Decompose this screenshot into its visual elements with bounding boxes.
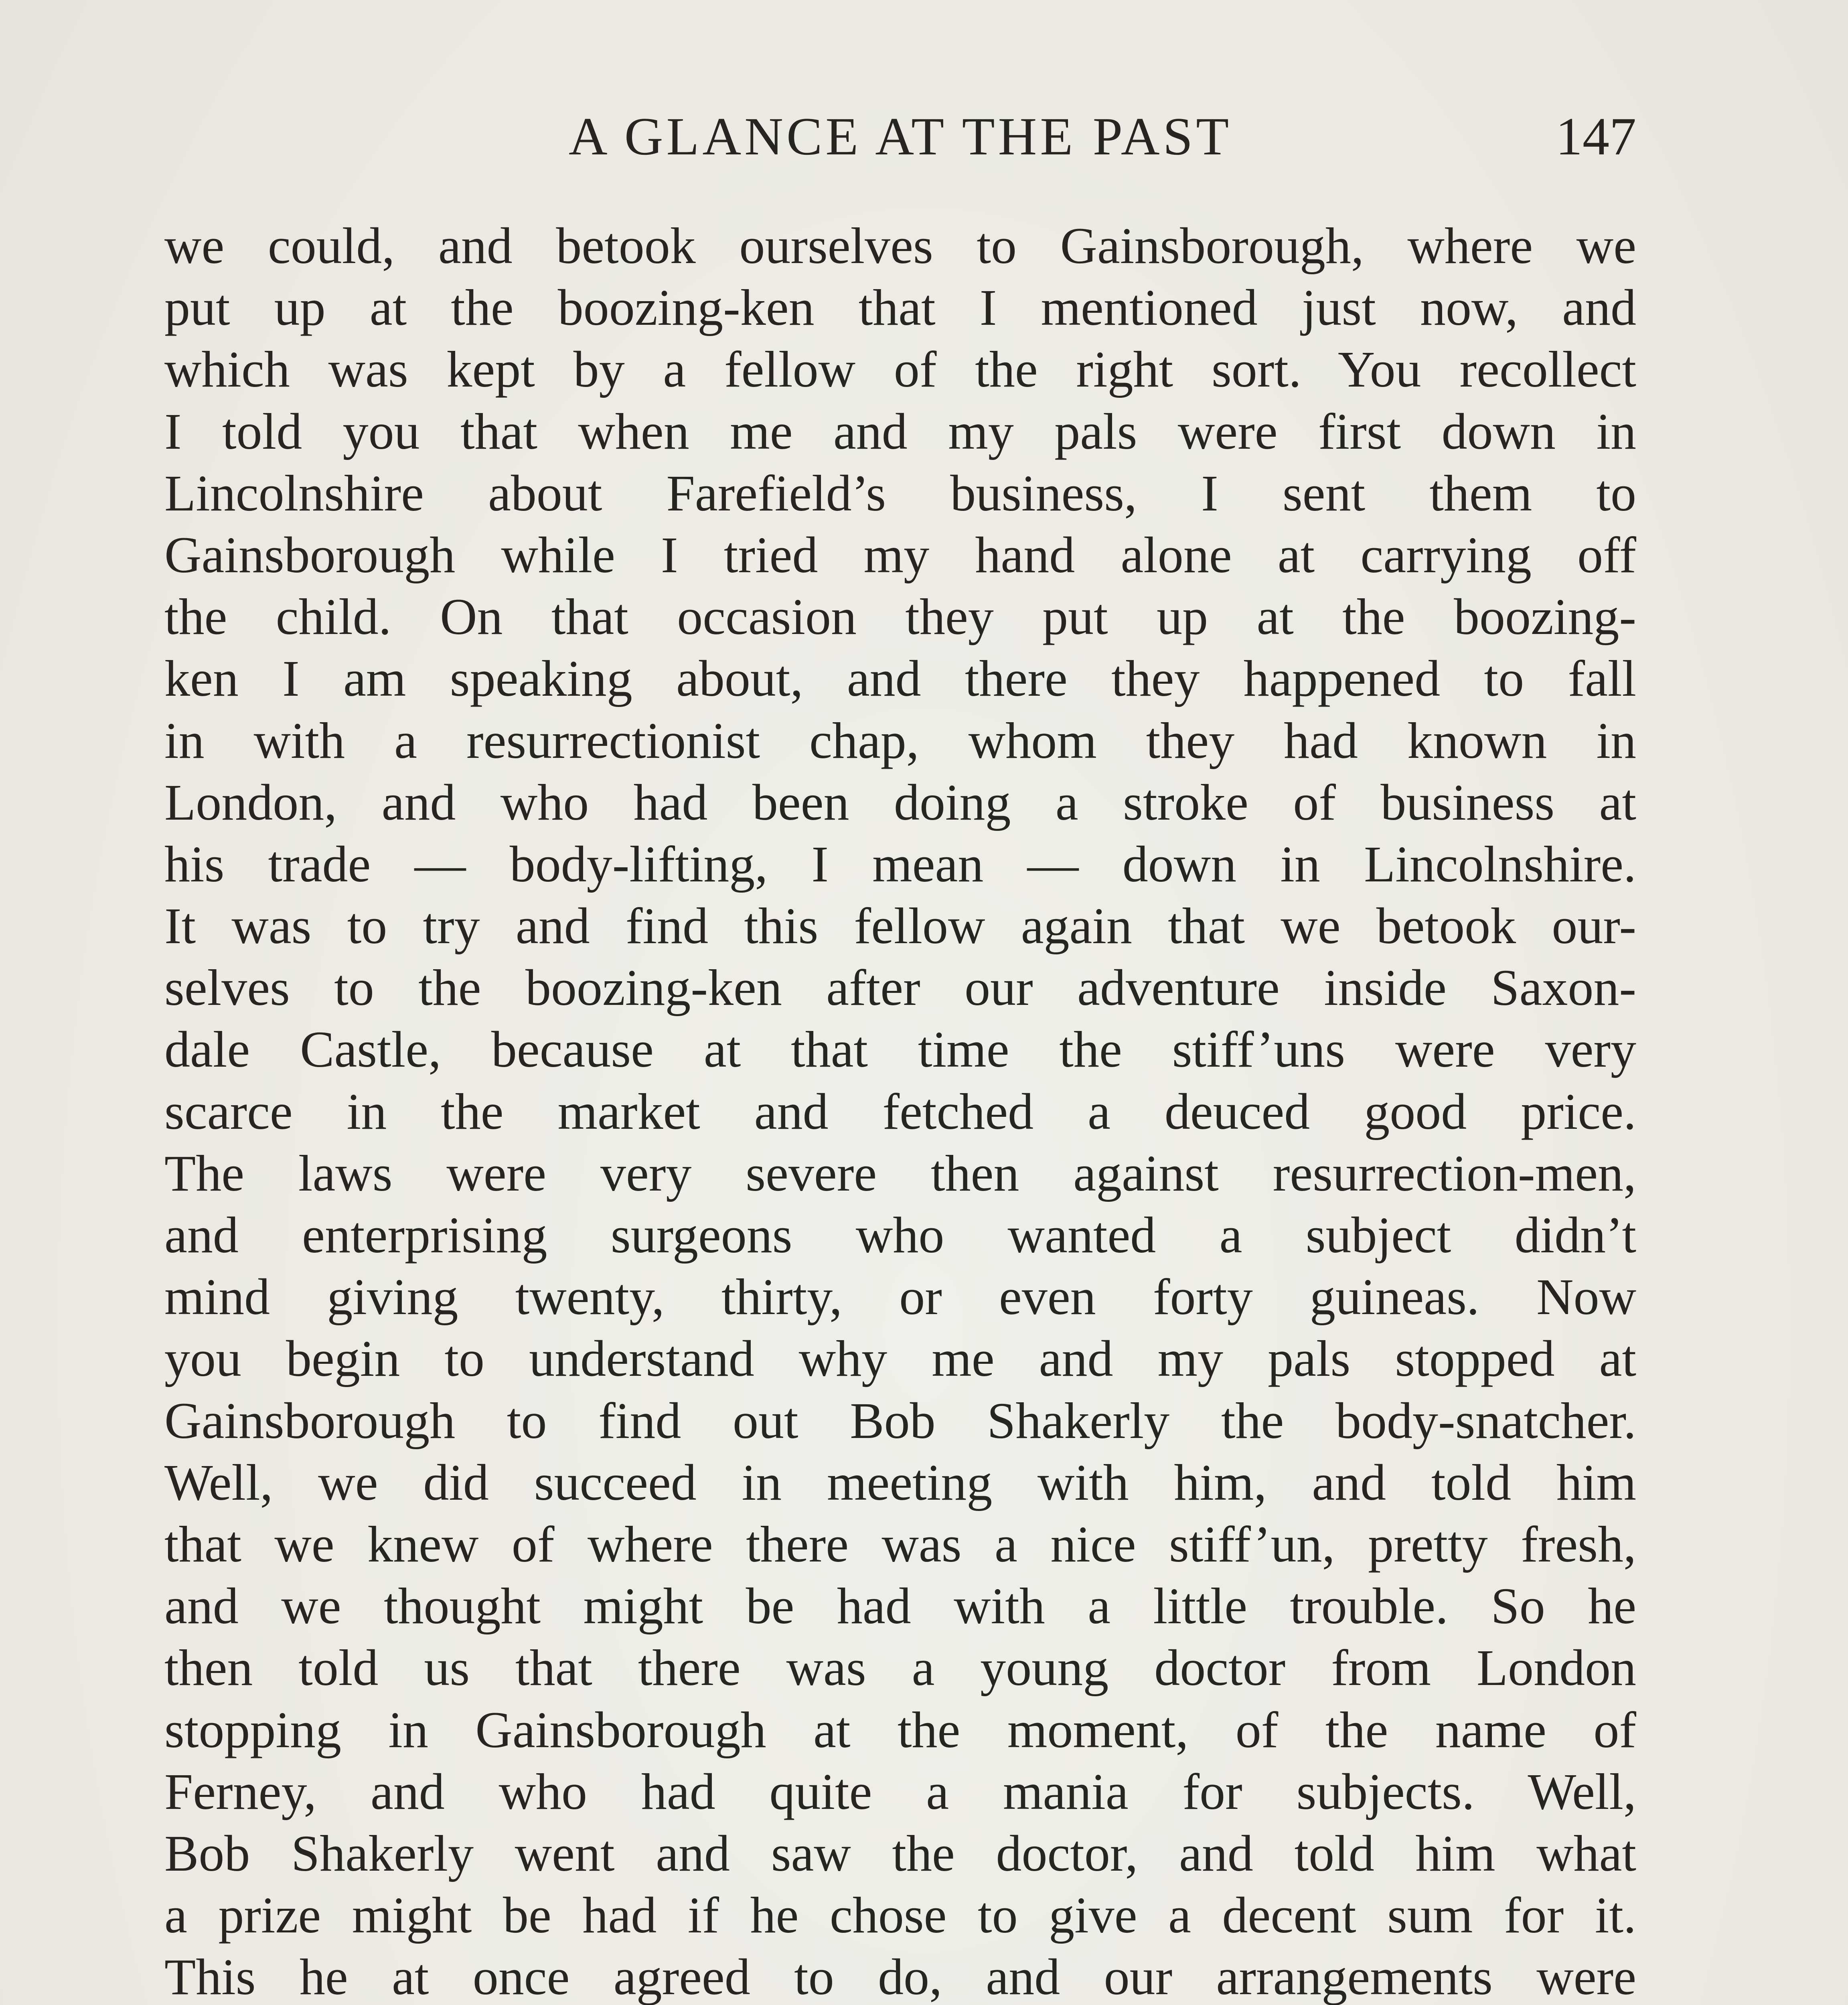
text-line: It was to try and find this fellow again that we betook our- <box>164 897 1636 955</box>
text-line: stopping in Gainsborough at the moment, of the name of <box>164 1701 1636 1758</box>
text-line: in with a resurrectionist chap, whom they had known in <box>164 712 1636 769</box>
page-number: 147 <box>1556 107 1636 166</box>
text-line: Bob Shakerly went and saw the doctor, and told him what <box>164 1825 1636 1882</box>
text-line: the child. On that occasion they put up at the boozing- <box>164 588 1636 646</box>
text-line: you begin to understand why me and my pals stopped at <box>164 1330 1636 1387</box>
text-line: Lincolnshire about Farefield’s business, I sent them to <box>164 464 1636 522</box>
text-line: scarce in the market and fetched a deuced good price. <box>164 1083 1636 1140</box>
text-line: then told us that there was a young doctor from London <box>164 1639 1636 1697</box>
text-line: and enterprising surgeons who wanted a subject didn’t <box>164 1207 1636 1264</box>
text-line: Gainsborough to find out Bob Shakerly the body-snatcher. <box>164 1392 1636 1449</box>
body-text <box>164 215 1636 2005</box>
text-line: I told you that when me and my pals were first down in <box>164 403 1636 460</box>
text-line: Well, we did succeed in meeting with him, and told him <box>164 1454 1636 1511</box>
text-line: ken I am speaking about, and there they happened to fall <box>164 650 1636 707</box>
text-line: we could, and betook ourselves to Gainsborough, where we <box>164 217 1636 274</box>
text-line: Ferney, and who had quite a mania for subjects. Well, <box>164 1763 1636 1820</box>
running-title: A GLANCE AT THE PAST <box>568 107 1232 166</box>
text-line: that we knew of where there was a nice stiff’un, pretty fresh, <box>164 1515 1636 1573</box>
text-line: his trade — body-lifting, I mean — down in Lincolnshire. <box>164 835 1636 893</box>
text-line: put up at the boozing-ken that I mentioned just now, and <box>164 279 1636 336</box>
text-line: a prize might be had if he chose to give a decent sum for it. <box>164 1887 1636 1944</box>
text-line: The laws were very severe then against resurrection-men, <box>164 1144 1636 1202</box>
text-line: mind giving twenty, thirty, or even forty guineas. Now <box>164 1268 1636 1326</box>
text-line: This he at once agreed to do, and our arrangements were <box>164 1948 1636 2005</box>
text-line: dale Castle, because at that time the stiff’uns were very <box>164 1021 1636 1078</box>
running-header <box>164 96 1636 176</box>
text-line: Gainsborough while I tried my hand alone at carrying off <box>164 526 1636 583</box>
text-line: London, and who had been doing a stroke of business at <box>164 774 1636 831</box>
text-line: which was kept by a fellow of the right sort. You recollect <box>164 341 1636 398</box>
text-line: and we thought might be had with a little trouble. So he <box>164 1578 1636 1635</box>
text-line: selves to the boozing-ken after our adventure inside Saxon- <box>164 959 1636 1017</box>
